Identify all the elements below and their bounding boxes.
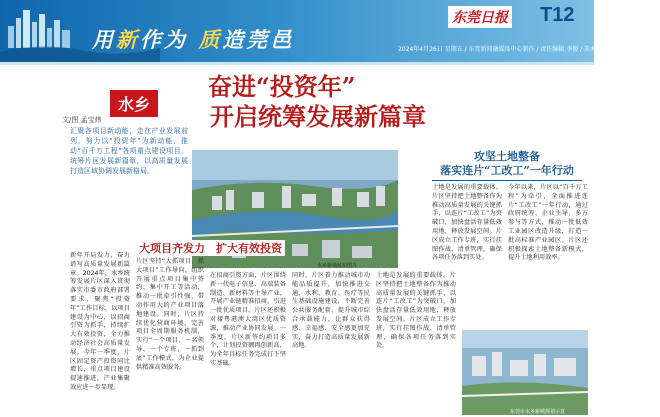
dateline: 2024年4月26日 星期五 / 东莞新闻融媒体中心制作 / 责任编辑 李俊 / 美术编辑 李金玉 / 校对 林涛 (398, 46, 660, 53)
body-column-4: 同时，片区着力推动城市功能品质提升，加快推进交通、水利、教育、医疗等民生基础设施建设，不断完善公共服务配套，提升城市综合承载能力，让群众获得感、幸福感、安全感更加充实，奋力打造高质量发展新高地。 (292, 272, 370, 350)
body-column-3: 在招商引资方面，片区围绕新一代电子信息、高端装备制造、新材料等主导产业，开展产业链精准招商，引进一批优质项目。片区还积极对接粤港澳大湾区优质资源，推动产业协同发展。一季度，片区新签约项目多个，计划投资额再创新高，为全年目标任务完成打下坚实基础。 (210, 272, 286, 367)
slogan-part-1: 用 (92, 27, 116, 52)
header-divider (0, 62, 594, 65)
author-byline: 文/图 孟宝炜 (62, 116, 102, 124)
main-title (208, 72, 426, 132)
right-headline-rule (432, 180, 582, 181)
lead-paragraph: 汇聚各项目新动能，走在产业发展前列，努力以“投资年”为新动能，推动“百千万工程”各项重点建设项目，统筹片区发展新篇章，以高质量发展打造区域协调发展新格局。 (70, 127, 188, 175)
section-tag: 水乡 (110, 90, 158, 117)
right-headline-line-2: 落实连片“工改工”一年行动 (440, 164, 574, 177)
right-section-headline (432, 150, 582, 178)
right-column-2: 今年以来，片区以“百千万工程”为牵引，全面推进连片“工改工”一年行动，通过政府统筹、企业主导、多方参与等方式，推动一批低效工业园区改造升级，打造一批高标准产业园区。片区还积极探索土地整备新模式，提升土地利用效率。 (508, 184, 588, 262)
planning-photo (462, 330, 588, 415)
photo-caption: 水乡新城航拍图片 (317, 263, 358, 269)
slogan-highlight-1: 新 (116, 27, 140, 52)
page-number: T12 (540, 4, 575, 26)
slogan-highlight-2: 质 (198, 27, 223, 52)
title-line-2: 开启统筹发展新篇章 (210, 102, 426, 131)
subheadline: 大项目齐发力 扩大有效投资 (136, 240, 285, 256)
page-header (0, 0, 660, 62)
right-headline-line-1: 攻坚土地整备 (474, 150, 540, 163)
right-column-1: 土地是发展的重要载体。片区坚持把土地整备作为推动高质量发展的关键抓手，以连片“工改工”为突破口，加快盘活存量低效用地，释放发展空间。片区成立工作专班，实行挂图作战、清单管理，确保各项任务落到实处。 (432, 184, 502, 262)
newspaper-brand: 东莞日报 (448, 6, 512, 28)
body-column-2: 片区坚持“大抓项目、抓大项目”工作导向，组织开展重点项目集中签约、集中开工等活动，推动一批牵引性强、带动作用大的产业项目落地建设。同时，片区持续优化营商环境，完善项目全周期服务机制，实行“一个项目、一名领导、一个专班、一抓到底”工作模式，为企业提供精准高效服务。 (136, 258, 204, 371)
body-column-1: 新年开局发力，奋力谱写高质量发展新篇章。2024年，水乡统筹发展片区深入贯彻落实市委市政府部署要求，聚焦“投资年”工作目标，以项目建设为中心，以招商引资为抓手，持续扩大有效投资，全力推动经济社会高质量发展。今年一季度，片区固定资产投资同比增长，重点项目建设提速推进，产业集聚效应进一步显现。 (70, 252, 130, 391)
body-column-5: 土地是发展的重要载体。片区坚持把土地整备作为推动高质量发展的关键抓手，以连片“工改工”为突破口，加快盘活存量低效用地，释放发展空间。片区成立工作专班，实行挂图作战、清单管理，确保各项任务落到实处。 (376, 272, 456, 350)
planning-photo-caption: 东莞市水乡新城规划示意 (510, 409, 566, 415)
slogan-part-3: 造莞邑 (222, 27, 295, 52)
slogan-part-2: 作为 (140, 27, 199, 52)
header-slogan (92, 24, 294, 54)
title-line-1: 奋进“投资年” (208, 72, 356, 101)
